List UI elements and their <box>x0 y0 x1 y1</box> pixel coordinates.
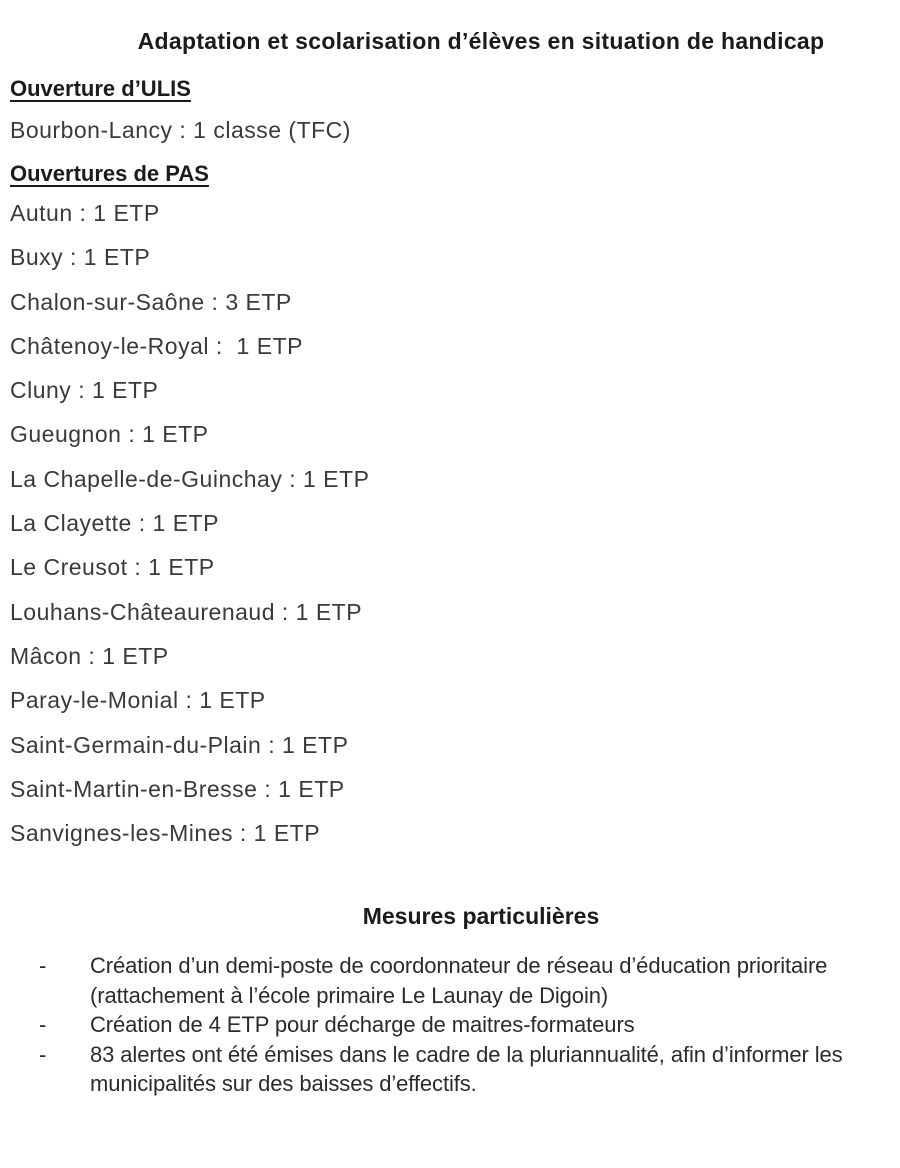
dash-bullet-icon: - <box>39 953 47 979</box>
pas-entry-gueugnon: Gueugnon : 1 ETP <box>10 421 209 448</box>
measure-item-line: (rattachement à l’école primaire Le Launay de Digoin) <box>90 982 609 1008</box>
document-title: Adaptation et scolarisation d’élèves en situation de handicap <box>137 28 825 54</box>
measure-item-line: Création d’un demi-poste de coordonnateur de réseau d’éducation prioritaire <box>90 953 828 979</box>
ulis-entry-bourbon-lancy: Bourbon-Lancy : 1 classe (TFC) <box>10 117 351 143</box>
measure-item-line: 83 alertes ont été émises dans le cadre de la pluriannualité, afin d’informer les <box>90 1041 843 1067</box>
document-page <box>0 28 900 1168</box>
pas-entry-sanvignes-les-mines: Sanvignes-les-Mines : 1 ETP <box>10 820 321 847</box>
pas-entry-la-chapelle-de-guinchay: La Chapelle-de-Guinchay : 1 ETP <box>10 465 370 492</box>
measure-item-maitres-formateurs <box>10 1010 890 1040</box>
pas-entry-buxy: Buxy : 1 ETP <box>10 244 151 271</box>
pas-entries-list <box>10 191 890 855</box>
pas-entry-macon: Mâcon : 1 ETP <box>10 642 169 669</box>
pas-entry-autun: Autun : 1 ETP <box>10 200 160 226</box>
pas-entry-chalon-sur-saone: Chalon-sur-Saône : 3 ETP <box>10 288 292 315</box>
section-heading-mesures-particulieres: Mesures particulières <box>362 903 600 930</box>
measures-bullet-list <box>10 951 890 1099</box>
section-heading-ouverture-ulis: Ouverture d’ULIS <box>10 76 191 101</box>
pas-entry-paray-le-monial: Paray-le-Monial : 1 ETP <box>10 687 266 714</box>
pas-entry-saint-martin-en-bresse: Saint-Martin-en-Bresse : 1 ETP <box>10 775 345 802</box>
pas-entry-saint-germain-du-plain: Saint-Germain-du-Plain : 1 ETP <box>10 731 349 758</box>
pas-entry-la-clayette: La Clayette : 1 ETP <box>10 510 219 537</box>
pas-entry-chatenoy-le-royal: Châtenoy-le-Royal : 1 ETP <box>10 332 303 359</box>
pas-entry-le-creusot: Le Creusot : 1 ETP <box>10 554 215 581</box>
pas-entry-louhans-chateaurenaud: Louhans-Châteaurenaud : 1 ETP <box>10 598 363 625</box>
pas-entry-cluny: Cluny : 1 ETP <box>10 377 159 404</box>
measure-item-line: municipalités sur des baisses d’effectifs. <box>90 1071 477 1097</box>
measure-item-coordonnateur-rep <box>10 951 890 1010</box>
section-heading-ouvertures-pas: Ouvertures de PAS <box>10 161 209 186</box>
measure-item-line: Création de 4 ETP pour décharge de maitres-formateurs <box>90 1012 635 1038</box>
dash-bullet-icon: - <box>39 1041 47 1067</box>
dash-bullet-icon: - <box>39 1012 47 1038</box>
measure-item-alertes-pluriannualite <box>10 1040 890 1099</box>
